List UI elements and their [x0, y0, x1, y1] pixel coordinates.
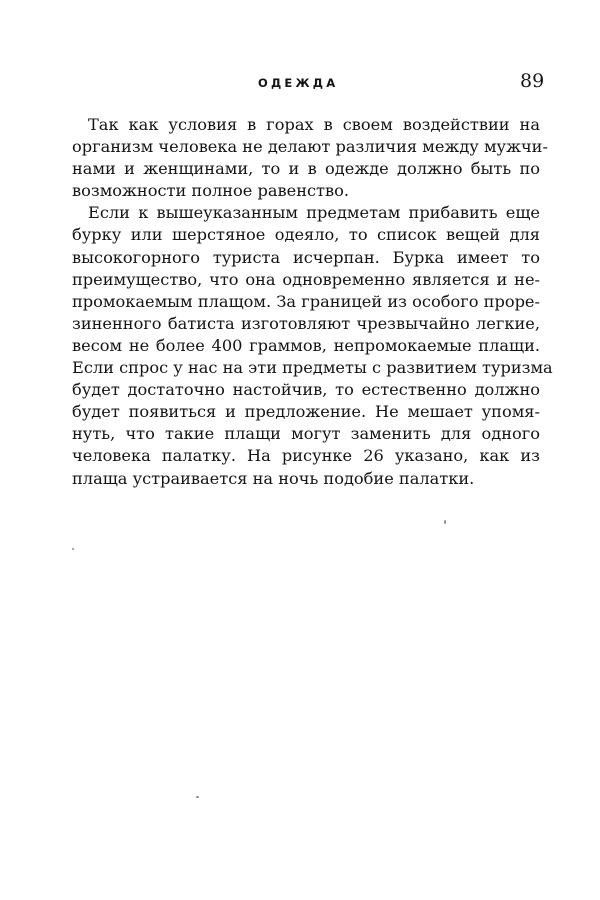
- text-line: организм человека не делают различия между мужчи-: [72, 137, 548, 157]
- text-line: промокаемым плащом. За границей из особого проре-: [72, 291, 540, 311]
- text-line: бурку или шерстяное одеяло, то список вещей для: [72, 225, 540, 245]
- text-line: будет достаточно настойчив, то естественно должно: [72, 380, 540, 400]
- text-line: плаща устраивается на ночь подобие палатки.: [72, 468, 475, 488]
- body-text: [72, 114, 553, 490]
- text-line: будет появиться и предложение. Не мешает упомя-: [72, 402, 540, 422]
- scan-speck: [196, 796, 199, 798]
- text-line: преимущество, что она одновременно является и не-: [72, 269, 540, 289]
- text-line: Если спрос у нас на эти предметы с развитием туризма: [72, 358, 553, 378]
- text-line: человека палатку. На рисунке 26 указано, как из: [72, 446, 540, 466]
- text-line: весом не более 400 граммов, непромокаемые плащи.: [72, 335, 540, 355]
- text-line: зиненного батиста изготовляют чрезвычайно легкие,: [72, 313, 540, 333]
- running-header-title: ОДЕЖДА: [258, 76, 339, 90]
- text-line: Если к вышеуказанным предметам прибавить еще: [88, 203, 540, 223]
- text-line: Так как условия в горах в своем воздействии на: [88, 115, 540, 134]
- paragraph-2: [72, 202, 553, 489]
- scan-speck: [444, 520, 446, 524]
- text-line: высокогорного туриста исчерпан. Бурка имеет то: [72, 247, 540, 267]
- text-line: нуть, что такие плащи могут заменить для одного: [72, 424, 540, 444]
- text-line: нами и женщинами, то и в одежде должно быть по: [72, 159, 540, 179]
- page-number: 89: [520, 70, 545, 92]
- scan-speck: [72, 548, 74, 550]
- text-line: возможности полное равенство.: [72, 181, 350, 201]
- paragraph-1: [72, 114, 548, 202]
